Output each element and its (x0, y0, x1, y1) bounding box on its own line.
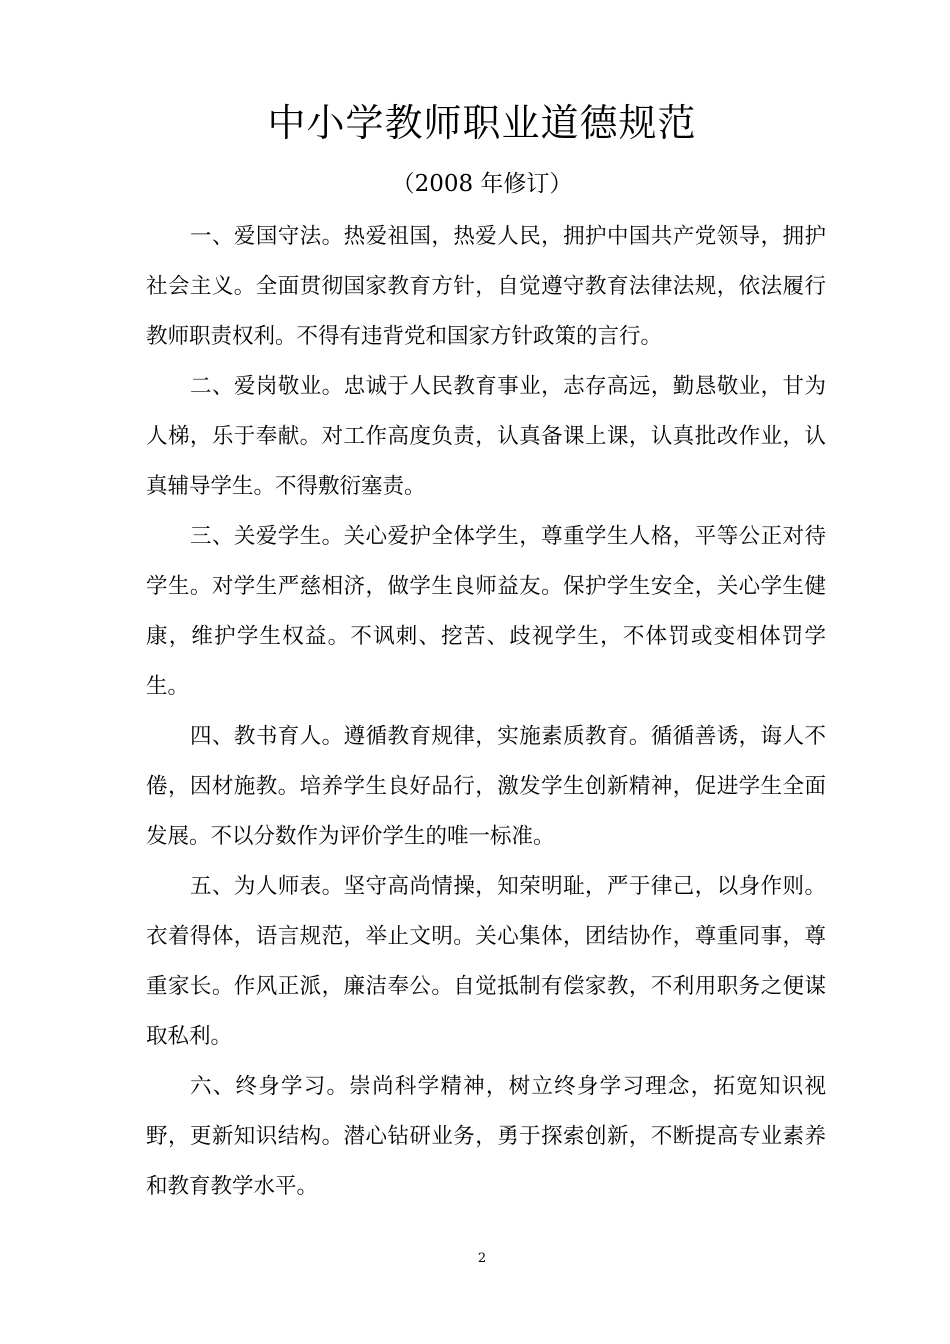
paragraph-4: 四、教书育人。遵循教育规律，实施素质教育。循循善诱，诲人不倦，因材施教。培养学生良好品行，激发学生创新精神，促进学生全面发展。不以分数作为评价学生的唯一标准。 (146, 724, 826, 849)
paragraph-5: 五、为人师表。坚守高尚情操，知荣明耻，严于律己，以身作则。衣着得体，语言规范，举止文明。关心集体，团结协作，尊重同事，尊重家长。作风正派，廉洁奉公。自觉抵制有偿家教，不利用职务之便谋取私利。 (146, 874, 826, 1049)
document-title: 中小学教师职业道德规范 (267, 101, 697, 145)
page-number: 2 (477, 1251, 487, 1266)
paragraph-1: 一、爱国守法。热爱祖国，热爱人民，拥护中国共产党领导，拥护社会主义。全面贯彻国家教育方针，自觉遵守教育法律法规，依法履行教师职责权利。不得有违背党和国家方针政策的言行。 (146, 224, 826, 349)
paragraph-3: 三、关爱学生。关心爱护全体学生，尊重学生人格，平等公正对待学生。对学生严慈相济，做学生良师益友。保护学生安全，关心学生健康，维护学生权益。不讽刺、挖苦、歧视学生，不体罚或变相体罚学生。 (146, 524, 826, 699)
document-body (146, 212, 826, 1212)
paragraph-6: 六、终身学习。崇尚科学精神，树立终身学习理念，拓宽知识视野，更新知识结构。潜心钻研业务，勇于探索创新，不断提高专业素养和教育教学水平。 (146, 1074, 826, 1199)
paragraph-2: 二、爱岗敬业。忠诚于人民教育事业，志存高远，勤恳敬业，甘为人梯，乐于奉献。对工作高度负责，认真备课上课，认真批改作业，认真辅导学生。不得敷衍塞责。 (146, 374, 826, 499)
document-subtitle: （2008 年修订） (391, 171, 573, 197)
